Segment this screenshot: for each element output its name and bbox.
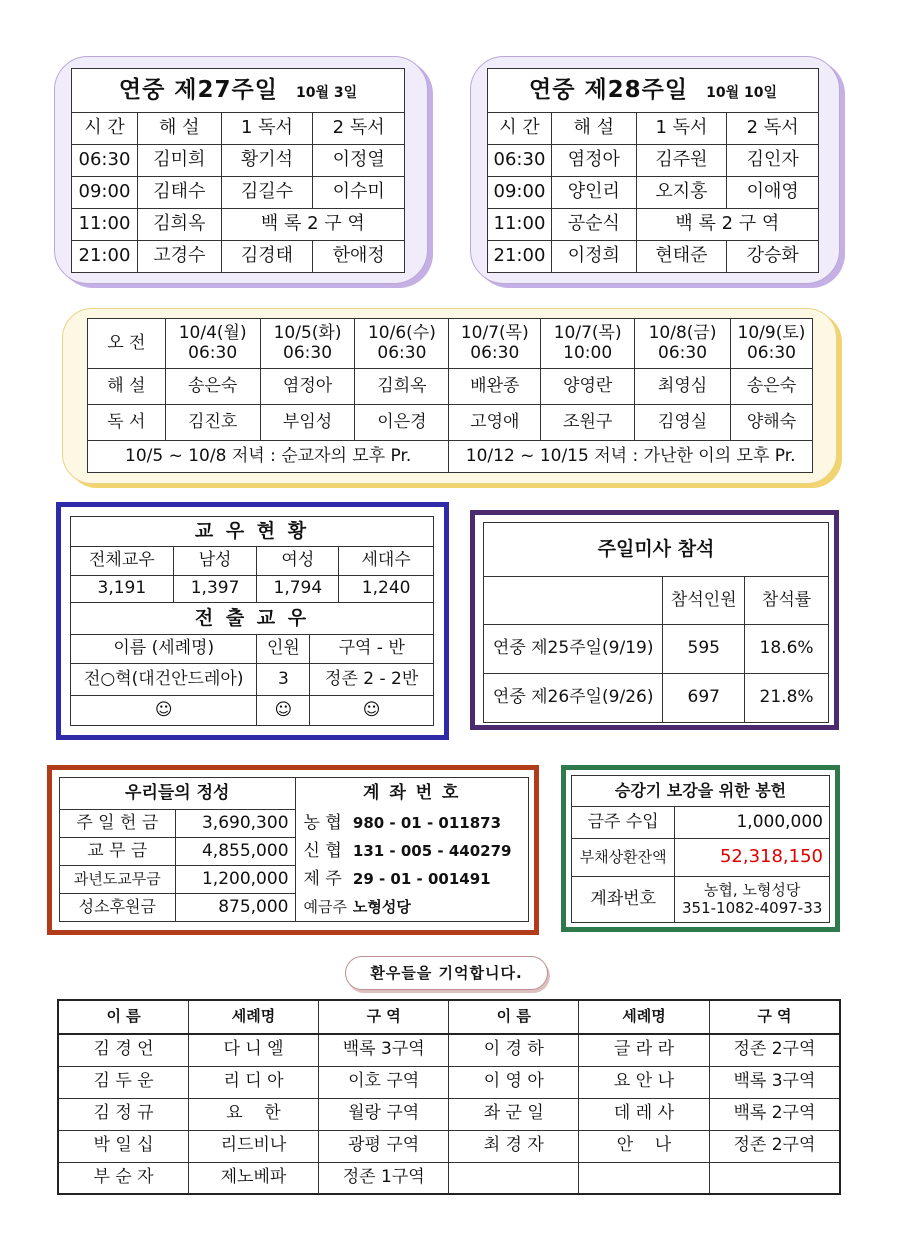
table-row: [58, 1130, 840, 1162]
name-cell: 이 영 아: [449, 1066, 579, 1098]
day-date: 10/5(화): [273, 322, 342, 343]
baptismal-cell: 리 디 아: [189, 1066, 319, 1098]
bank-name: 제 주: [295, 866, 353, 894]
day-date: 10/9(토): [737, 322, 806, 343]
name-cell: 좌 군 일: [449, 1098, 579, 1130]
name-cell: 공순식: [551, 209, 636, 241]
week-label: 연중 제26주일(9/26): [484, 674, 663, 723]
name-cell: 김 두 운: [58, 1066, 189, 1098]
day-cell: [730, 319, 812, 369]
name-cell: [449, 1162, 579, 1194]
name-cell: 김 정 규: [58, 1098, 189, 1130]
day-date: 10/4(월): [178, 322, 247, 343]
smile-icon: ☺: [257, 696, 310, 726]
prayer-note-right: 10/12 ~ 10/15 저녁 : 가난한 이의 모후 Pr.: [449, 441, 813, 473]
account-holder-label: 예금주: [295, 894, 353, 922]
day-date: 10/7(목): [553, 322, 622, 343]
header-name: 이 름: [58, 1000, 189, 1034]
header-reading1: 1 독서: [221, 113, 313, 145]
header-baptismal: 세례명: [189, 1000, 319, 1034]
table-row: [58, 1034, 840, 1066]
row-label-commentary: 해 설: [88, 369, 166, 405]
debt-value: 52,318,150: [675, 839, 830, 877]
header-reading2: 2 독서: [727, 113, 819, 145]
name-cell: 김인자: [727, 145, 819, 177]
attendees-value: 595: [663, 625, 745, 674]
transfer-district: 정존 2 - 2반: [310, 664, 434, 696]
header-baptismal: 세례명: [579, 1000, 710, 1034]
baptismal-cell: 다 니 엘: [189, 1034, 319, 1066]
prayer-note-left: 10/5 ~ 10/8 저녁 : 순교자의 모후 Pr.: [88, 441, 449, 473]
day-cell: [449, 319, 541, 369]
district-cell: 월랑 구역: [318, 1098, 449, 1130]
attendance-title: 주일미사 참석: [484, 523, 829, 577]
table-row: [88, 441, 813, 473]
name-cell: 부임성: [260, 405, 355, 441]
table-row: [88, 369, 813, 405]
name-cell: 이정희: [551, 241, 636, 273]
table-row: [72, 113, 405, 145]
time-cell: 06:30: [72, 145, 138, 177]
week27-date: 10월 3일: [295, 85, 358, 102]
offering-amount: 4,855,000: [175, 838, 295, 866]
week28-table: [487, 68, 819, 273]
day-cell: [635, 319, 731, 369]
table-row: [488, 113, 819, 145]
district-cell: 정존 1구역: [318, 1162, 449, 1194]
district-cell: 이호 구역: [318, 1066, 449, 1098]
name-cell: 이 경 하: [449, 1034, 579, 1066]
table-row: [71, 635, 434, 664]
weekday-table: [87, 318, 813, 473]
day-time: 06:30: [658, 342, 708, 363]
offering-label: 교 무 금: [60, 838, 176, 866]
header-commentary: 해 설: [137, 113, 221, 145]
table-row: [71, 576, 434, 603]
table-row: [71, 696, 434, 726]
offering-label: 주 일 헌 금: [60, 810, 176, 838]
name-cell: 고경수: [137, 241, 221, 273]
account-cell: [675, 877, 830, 923]
name-cell: 현태준: [636, 241, 727, 273]
row-label-morning: 오 전: [88, 319, 166, 369]
offering-amount: 1,200,000: [175, 866, 295, 894]
table-row: [60, 810, 529, 838]
header-attendees: 참석인원: [663, 577, 745, 625]
table-row: [58, 1066, 840, 1098]
rate-value: 21.8%: [745, 674, 829, 723]
account-label: 계좌번호: [572, 877, 675, 923]
name-cell: 김 경 언: [58, 1034, 189, 1066]
day-date: 10/7(목): [460, 322, 529, 343]
time-cell: 11:00: [72, 209, 138, 241]
header-households: 세대수: [339, 547, 434, 576]
name-cell: 송은숙: [730, 369, 812, 405]
sick-title: 환우들을 기억합니다.: [345, 956, 548, 990]
district-cell: 백 록 2 구 역: [636, 209, 818, 241]
time-cell: 09:00: [488, 177, 552, 209]
day-cell: [165, 319, 260, 369]
name-cell: 김미희: [137, 145, 221, 177]
week28-title: [488, 69, 819, 113]
name-cell: 김경태: [221, 241, 313, 273]
time-cell: 21:00: [72, 241, 138, 273]
day-time: 06:30: [188, 342, 238, 363]
header-reading1: 1 독서: [636, 113, 727, 145]
header-count: 인원: [257, 635, 310, 664]
district-cell: 백록 3구역: [318, 1034, 449, 1066]
day-time: 10:00: [563, 342, 613, 363]
time-cell: 21:00: [488, 241, 552, 273]
name-cell: 최 경 자: [449, 1130, 579, 1162]
header-time: 시 간: [488, 113, 552, 145]
district-cell: 정존 2구역: [709, 1130, 840, 1162]
district-cell: 정존 2구역: [709, 1034, 840, 1066]
week27-title-text: 연중 제27주일: [118, 77, 278, 104]
bank-name: 신 협: [295, 838, 353, 866]
week28-title-text: 연중 제28주일: [529, 77, 689, 104]
account-number: 980 - 01 - 011873: [353, 810, 529, 838]
name-cell: 김길수: [221, 177, 313, 209]
day-date: 10/6(수): [367, 322, 436, 343]
header-male: 남성: [173, 547, 257, 576]
table-row: [58, 1000, 840, 1034]
district-cell: 광평 구역: [318, 1130, 449, 1162]
header-name: 이 름: [449, 1000, 579, 1034]
day-cell: [541, 319, 635, 369]
elevator-title: 승강기 보강을 위한 봉헌: [572, 776, 830, 807]
smile-icon: ☺: [71, 696, 257, 726]
account-number: 29 - 01 - 001491: [353, 866, 529, 894]
district-cell: [709, 1162, 840, 1194]
sick-table: [57, 999, 841, 1195]
day-date: 10/8(금): [648, 322, 717, 343]
name-cell: 양인리: [551, 177, 636, 209]
name-cell: 황기석: [221, 145, 313, 177]
offering-label: 성소후원금: [60, 894, 176, 922]
name-cell: 이애영: [727, 177, 819, 209]
name-cell: 배완종: [449, 369, 541, 405]
offerings-title: 우리들의 정성: [60, 778, 296, 810]
name-cell: 양해숙: [730, 405, 812, 441]
transfer-title: 전 출 교 우: [71, 603, 434, 635]
transfer-name: 전○혁(대건안드레아): [71, 664, 257, 696]
debt-label: 부채상환잔액: [572, 839, 675, 877]
name-cell: 이은경: [355, 405, 449, 441]
attendees-value: 697: [663, 674, 745, 723]
name-cell: 염정아: [551, 145, 636, 177]
empty-cell: [484, 577, 663, 625]
account-title: 계 좌 번 호: [295, 778, 528, 810]
baptismal-cell: 제노베파: [189, 1162, 319, 1194]
day-time: 06:30: [283, 342, 333, 363]
header-time: 시 간: [72, 113, 138, 145]
table-row: [488, 145, 819, 177]
offering-label: 과년도교무금: [60, 866, 176, 894]
name-cell: 강승화: [727, 241, 819, 273]
baptismal-cell: 요 한: [189, 1098, 319, 1130]
table-row: [72, 145, 405, 177]
table-row: [60, 866, 529, 894]
baptismal-cell: 데 레 사: [579, 1098, 710, 1130]
elevator-table: [571, 775, 830, 923]
offering-amount: 3,690,300: [175, 810, 295, 838]
week-label: 연중 제25주일(9/19): [484, 625, 663, 674]
week27-title: [72, 69, 405, 113]
table-row: [71, 664, 434, 696]
table-row: [484, 674, 829, 723]
account-number: 351-1082-4097-33: [682, 898, 823, 917]
parishioners-table: [70, 516, 434, 726]
district-cell: 백록 2구역: [709, 1098, 840, 1130]
district-cell: 백록 3구역: [709, 1066, 840, 1098]
day-cell: [260, 319, 355, 369]
name-cell: 부 순 자: [58, 1162, 189, 1194]
parishioners-title: 교 우 현 황: [71, 517, 434, 547]
header-reading2: 2 독서: [313, 113, 405, 145]
baptismal-cell: [579, 1162, 710, 1194]
attendance-table: [483, 522, 829, 723]
table-row: [488, 209, 819, 241]
offering-amount: 875,000: [175, 894, 295, 922]
income-value: 1,000,000: [675, 807, 830, 839]
name-cell: 이수미: [313, 177, 405, 209]
baptismal-cell: 요 안 나: [579, 1066, 710, 1098]
table-row: [72, 209, 405, 241]
week27-table: [71, 68, 405, 273]
header-total: 전체교우: [71, 547, 174, 576]
table-row: [572, 839, 830, 877]
district-cell: 백 록 2 구 역: [221, 209, 404, 241]
bank-name: 농 협: [295, 810, 353, 838]
time-cell: 06:30: [488, 145, 552, 177]
table-row: [71, 603, 434, 635]
rate-value: 18.6%: [745, 625, 829, 674]
name-cell: 고영애: [449, 405, 541, 441]
name-cell: 조원구: [541, 405, 635, 441]
value-male: 1,397: [173, 576, 257, 603]
baptismal-cell: 안 나: [579, 1130, 710, 1162]
table-row: [60, 894, 529, 922]
table-row: [572, 877, 830, 923]
name-cell: 김진호: [165, 405, 260, 441]
value-female: 1,794: [257, 576, 339, 603]
name-cell: 한애정: [313, 241, 405, 273]
header-female: 여성: [257, 547, 339, 576]
header-name: 이름 (세례명): [71, 635, 257, 664]
name-cell: 최영심: [635, 369, 731, 405]
table-row: [72, 241, 405, 273]
table-row: [72, 177, 405, 209]
value-households: 1,240: [339, 576, 434, 603]
name-cell: 양영란: [541, 369, 635, 405]
time-cell: 11:00: [488, 209, 552, 241]
account-holder: 노형성당: [353, 894, 529, 922]
transfer-count: 3: [257, 664, 310, 696]
header-district: 구 역: [318, 1000, 449, 1034]
table-row: [572, 776, 830, 807]
row-label-reading: 독 서: [88, 405, 166, 441]
name-cell: 김희옥: [355, 369, 449, 405]
table-row: [484, 577, 829, 625]
table-row: [88, 405, 813, 441]
name-cell: 오지홍: [636, 177, 727, 209]
header-district: 구 역: [709, 1000, 840, 1034]
time-cell: 09:00: [72, 177, 138, 209]
table-row: [71, 517, 434, 547]
table-row: [88, 319, 813, 369]
table-row: [71, 547, 434, 576]
week28-date: 10월 10일: [706, 85, 777, 102]
name-cell: 박 일 십: [58, 1130, 189, 1162]
table-row: [60, 778, 529, 810]
smile-icon: ☺: [310, 696, 434, 726]
offerings-table: [59, 777, 529, 922]
table-row: [572, 807, 830, 839]
day-time: 06:30: [470, 342, 520, 363]
header-district: 구역 - 반: [310, 635, 434, 664]
name-cell: 송은숙: [165, 369, 260, 405]
table-row: [58, 1162, 840, 1194]
header-commentary: 해 설: [551, 113, 636, 145]
name-cell: 이정열: [313, 145, 405, 177]
name-cell: 김영실: [635, 405, 731, 441]
name-cell: 김희옥: [137, 209, 221, 241]
name-cell: 김주원: [636, 145, 727, 177]
name-cell: 염정아: [260, 369, 355, 405]
table-row: [484, 625, 829, 674]
account-number: 131 - 005 - 440279: [353, 838, 529, 866]
header-rate: 참석률: [745, 577, 829, 625]
account-bank: 농협, 노형성당: [703, 881, 801, 900]
baptismal-cell: 글 라 라: [579, 1034, 710, 1066]
value-total: 3,191: [71, 576, 174, 603]
baptismal-cell: 리드비나: [189, 1130, 319, 1162]
name-cell: 김태수: [137, 177, 221, 209]
day-time: 06:30: [377, 342, 427, 363]
income-label: 금주 수입: [572, 807, 675, 839]
table-row: [488, 177, 819, 209]
day-time: 06:30: [746, 342, 796, 363]
table-row: [488, 241, 819, 273]
table-row: [58, 1098, 840, 1130]
day-cell: [355, 319, 449, 369]
table-row: [484, 523, 829, 577]
table-row: [60, 838, 529, 866]
